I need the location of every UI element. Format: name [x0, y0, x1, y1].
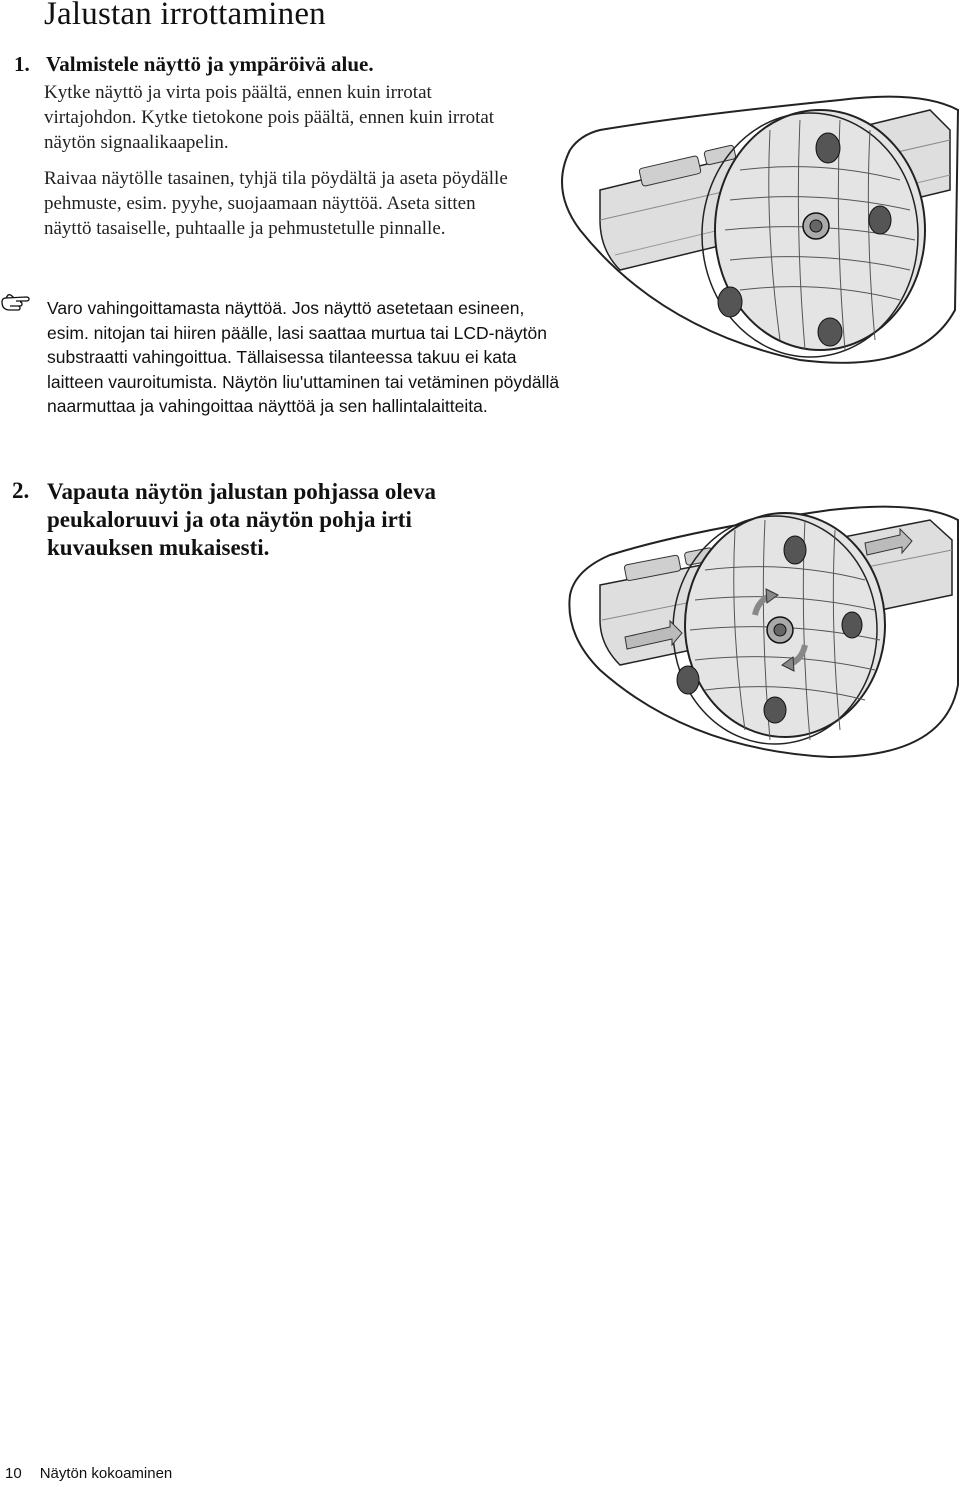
page-number: 10: [5, 1465, 22, 1482]
step-1-number: 1.: [14, 52, 30, 76]
step-1-power-paragraph: Kytke näyttö ja virta pois päältä, ennen kuin irrotat virtajohdon. Kytke tietokone pois päältä, ennen kuin irrotat näytön signaalikaapelin.: [44, 82, 495, 153]
page-title: Jalustan irrottaminen: [44, 0, 326, 32]
step-2-number: 2.: [12, 478, 30, 503]
base-release-illustration: [560, 495, 960, 760]
footer-section: Näytön kokoaminen: [39, 1465, 173, 1482]
warning-note: Varo vahingoittamasta näyttöä. Jos näyttö asetetaan esineen, esim. nitojan tai hiiren päälle, lasi saattaa murtua tai LCD-näytön substraatti vahingoittua. Tällaisessa tilanteessa takuu ei kata laitteen vauroitumista. Näytön liu'uttaminen tai vetäminen pöydällä naarmuttaa ja vahingoittaa näyttöä ja sen hallintalaitteita.: [47, 298, 560, 416]
page-footer: [5, 1465, 172, 1482]
step-1-heading: Valmistele näyttö ja ympäröivä alue.: [46, 52, 374, 76]
step-1-surface-paragraph: Raivaa näytölle tasainen, tyhjä tila pöydältä ja aseta pöydälle pehmuste, esim. pyyhe, suojaamaan näyttöä. Aseta sitten näyttö tasaiselle, puhtaalle ja pehmustetulle pinnalle.: [44, 168, 508, 239]
step-2-heading: Vapauta näytön jalustan pohjassa oleva peukaloruuvi ja ota näytön pohja irti kuvauksen mukaisesti.: [47, 479, 436, 560]
monitor-base-illustration: [540, 70, 960, 370]
pointing-hand-icon: [0, 292, 36, 312]
